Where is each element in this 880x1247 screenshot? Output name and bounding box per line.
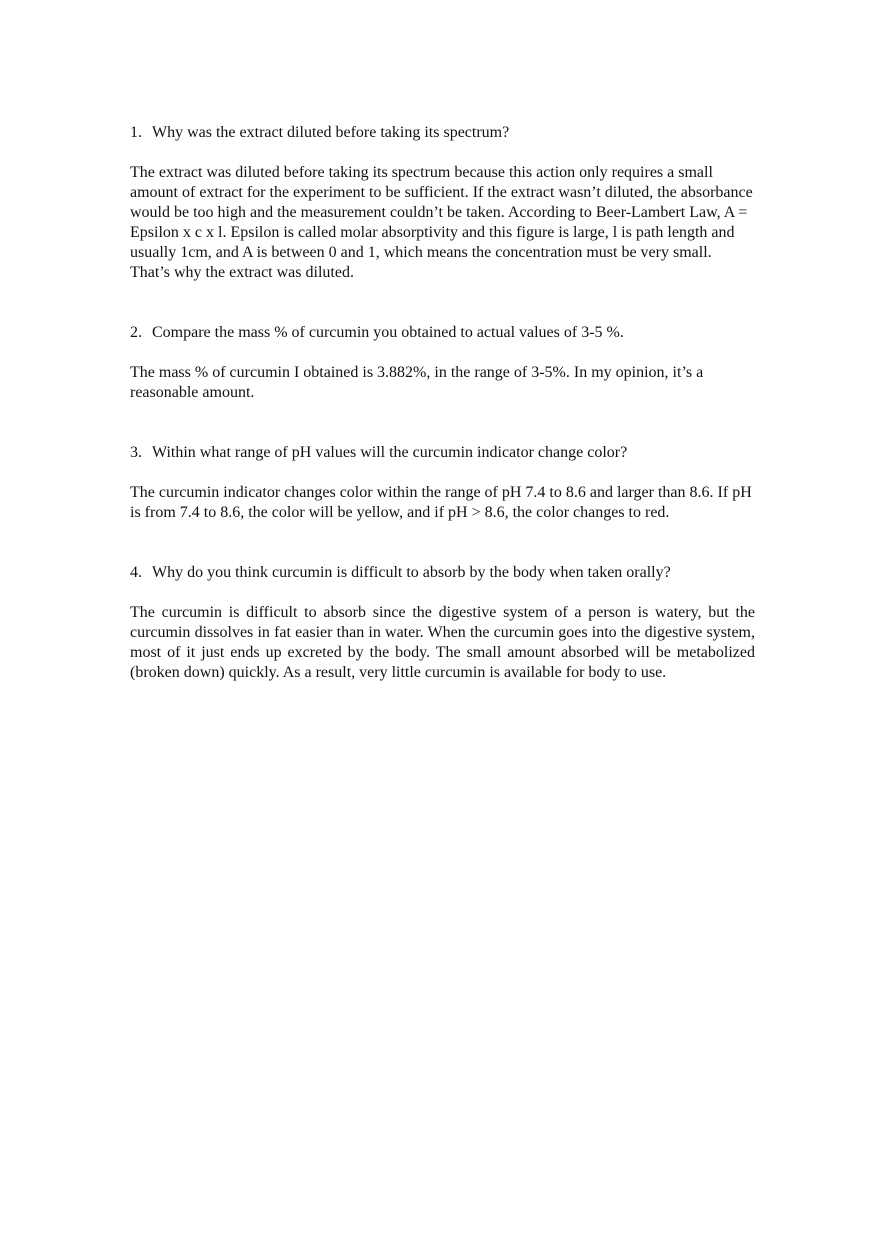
question-number: 2. <box>130 324 142 341</box>
qa-block-4 <box>130 563 755 683</box>
question-2 <box>130 323 755 343</box>
answer-2: The mass % of curcumin I obtained is 3.882%, in the range of 3-5%. In my opinion, it’s a reasonable amount. <box>130 364 704 401</box>
question-number: 1. <box>130 124 142 141</box>
question-text: Within what range of pH values will the curcumin indicator change color? <box>152 444 628 461</box>
qa-block-1 <box>130 123 755 283</box>
question-1 <box>130 123 755 143</box>
question-number: 4. <box>130 564 142 581</box>
answer-1: The extract was diluted before taking its spectrum because this action only requires a small amount of extract for the experiment to be sufficient. If the extract wasn’t diluted, the absorbance would be too high and the measurement couldn’t be taken. According to Beer-Lambert Law, A = Epsilon x c x l. Epsilon is called molar absorptivity and this figure is large, l is path length and usually 1cm, and A is between 0 and 1, which means the concentration must be very small. That’s why the extract was diluted. <box>130 164 753 281</box>
answer-3: The curcumin indicator changes color within the range of pH 7.4 to 8.6 and larger than 8.6. If pH is from 7.4 to 8.6, the color will be yellow, and if pH > 8.6, the color changes to red. <box>130 484 752 521</box>
question-number: 3. <box>130 444 142 461</box>
section-spacer <box>130 523 755 563</box>
question-text: Why do you think curcumin is difficult to absorb by the body when taken orally? <box>152 564 671 581</box>
qa-block-2 <box>130 323 755 403</box>
question-4 <box>130 563 755 583</box>
qa-block-3 <box>130 443 755 523</box>
answer-4: The curcumin is difficult to absorb since the digestive system of a person is watery, but the curcumin dissolves in fat easier than in water. When the curcumin goes into the digestive system, most of it just ends up excreted by the body. The small amount absorbed will be metabolized (broken down) quickly. As a result, very little curcumin is available for body to use. <box>130 604 755 681</box>
section-spacer <box>130 283 755 323</box>
question-text: Why was the extract diluted before taking its spectrum? <box>152 124 510 141</box>
question-text: Compare the mass % of curcumin you obtained to actual values of 3-5 %. <box>152 324 624 341</box>
question-3 <box>130 443 755 463</box>
document-content <box>130 123 755 683</box>
section-spacer <box>130 403 755 443</box>
